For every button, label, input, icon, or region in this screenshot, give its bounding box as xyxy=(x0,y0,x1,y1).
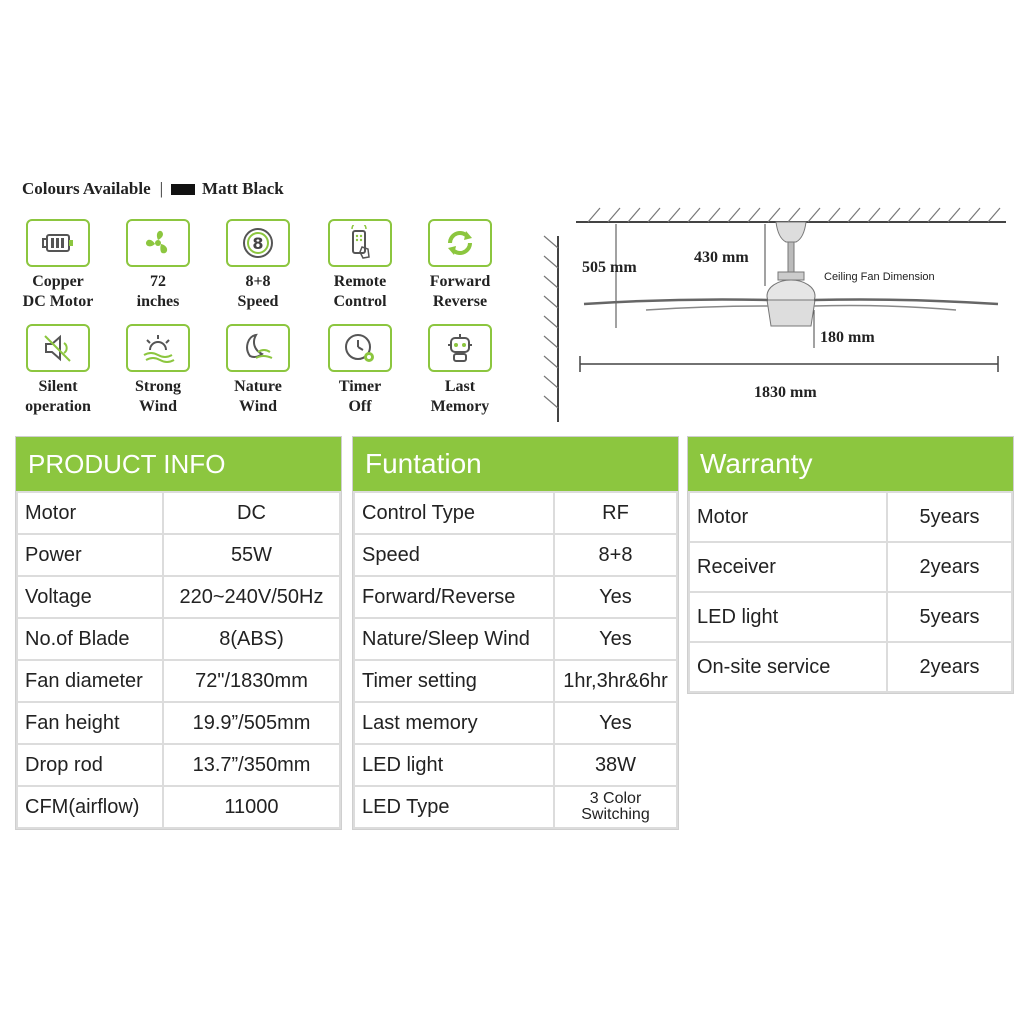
table-row xyxy=(689,592,1012,642)
spec-key: Forward/Reverse xyxy=(354,576,554,618)
warranty-panel xyxy=(687,436,1014,694)
spec-key: LED light xyxy=(354,744,554,786)
table-row xyxy=(17,786,340,828)
fan-icon xyxy=(126,219,190,267)
feature-line1: 72 xyxy=(150,273,166,290)
spec-value: 220~240V/50Hz xyxy=(163,576,340,618)
sun-wind-icon xyxy=(126,324,190,372)
warranty-key: Motor xyxy=(689,492,887,542)
feature-line2: Wind xyxy=(239,398,277,415)
warranty-key: LED light xyxy=(689,592,887,642)
rod-length-label: 430 mm xyxy=(694,249,749,266)
warranty-key: On-site service xyxy=(689,642,887,692)
feature-line2: operation xyxy=(25,398,91,415)
feature-silent-operation xyxy=(8,324,108,417)
table-row xyxy=(354,492,677,534)
spec-value: 8(ABS) xyxy=(163,618,340,660)
blade-height-label: 180 mm xyxy=(820,329,875,346)
height-total-label: 505 mm xyxy=(582,259,637,276)
spec-value: Yes xyxy=(554,576,677,618)
table-row xyxy=(17,618,340,660)
feature-line2: Control xyxy=(333,293,387,310)
muted-speaker-icon xyxy=(26,324,90,372)
color-swatch xyxy=(171,184,195,195)
product-info-table xyxy=(16,491,341,829)
robot-memory-icon xyxy=(428,324,492,372)
feature-line1: Timer xyxy=(338,378,382,395)
diagram-title: Ceiling Fan Dimension xyxy=(824,271,935,283)
feature-line1: 8+8 xyxy=(245,273,271,290)
spec-value: Yes xyxy=(554,702,677,744)
table-row xyxy=(354,744,677,786)
spec-key: No.of Blade xyxy=(17,618,163,660)
remote-hand-icon xyxy=(328,219,392,267)
table-row xyxy=(17,744,340,786)
colours-label: Colours Available xyxy=(22,179,151,198)
feature-line2: Off xyxy=(348,398,372,415)
spec-value: DC xyxy=(163,492,340,534)
colours-available xyxy=(22,178,284,200)
table-row xyxy=(689,542,1012,592)
table-row xyxy=(17,534,340,576)
product-info-title: PRODUCT INFO xyxy=(16,437,341,491)
feature-last-memory xyxy=(410,324,510,417)
colours-separator: | xyxy=(159,179,164,198)
table-row xyxy=(354,534,677,576)
feature-line1: Copper xyxy=(32,273,84,290)
feature-line2: Reverse xyxy=(432,293,488,310)
battery-motor-icon xyxy=(26,219,90,267)
table-row xyxy=(17,702,340,744)
spec-key: Motor xyxy=(17,492,163,534)
feature-8-8-speed xyxy=(208,219,308,312)
spec-value: 72"/1830mm xyxy=(163,660,340,702)
funtation-title: Funtation xyxy=(353,437,678,491)
feature-line2: Speed xyxy=(237,293,279,310)
table-row xyxy=(354,618,677,660)
feature-line1: Forward xyxy=(429,273,491,290)
warranty-title: Warranty xyxy=(688,437,1013,491)
feature-nature-wind xyxy=(208,324,308,417)
feature-strong-wind xyxy=(108,324,208,417)
feature-line2: DC Motor xyxy=(22,293,94,310)
feature-line1: Strong xyxy=(135,378,181,395)
feature-timer-off xyxy=(310,324,410,417)
spec-key: Nature/Sleep Wind xyxy=(354,618,554,660)
led-type-line1: 3 Color xyxy=(589,790,642,807)
spec-value: Yes xyxy=(554,618,677,660)
spec-key: Control Type xyxy=(354,492,554,534)
feature-line2: inches xyxy=(136,293,180,310)
colour-value: Matt Black xyxy=(202,179,284,198)
table-row xyxy=(689,492,1012,542)
spec-value xyxy=(554,786,677,828)
spec-value: 38W xyxy=(554,744,677,786)
warranty-value: 2years xyxy=(887,642,1012,692)
spec-value: RF xyxy=(554,492,677,534)
spec-key: Speed xyxy=(354,534,554,576)
feature-line2: Wind xyxy=(139,398,177,415)
table-row xyxy=(354,786,677,828)
table-row xyxy=(354,702,677,744)
spec-value: 55W xyxy=(163,534,340,576)
feature-line1: Remote xyxy=(333,273,387,290)
feature-remote-control xyxy=(310,219,410,312)
rotate-arrows-icon xyxy=(428,219,492,267)
feature-72-inches xyxy=(108,219,208,312)
spec-value: 13.7”/350mm xyxy=(163,744,340,786)
spec-value: 1hr,3hr&6hr xyxy=(554,660,677,702)
speed-8-icon xyxy=(226,219,290,267)
leaf-wave-icon xyxy=(226,324,290,372)
led-type-line2: Switching xyxy=(581,806,650,823)
svg-text:8: 8 xyxy=(252,234,264,253)
feature-forward-reverse xyxy=(410,219,510,312)
table-row xyxy=(354,576,677,618)
spec-key: Voltage xyxy=(17,576,163,618)
table-row xyxy=(689,642,1012,692)
feature-line1: Last xyxy=(444,378,476,395)
warranty-value: 2years xyxy=(887,542,1012,592)
spec-value: 19.9”/505mm xyxy=(163,702,340,744)
funtation-panel xyxy=(352,436,679,830)
table-row xyxy=(17,492,340,534)
spec-value: 11000 xyxy=(163,786,340,828)
feature-line1: Silent xyxy=(38,378,78,395)
spec-key: LED Type xyxy=(354,786,554,828)
table-row xyxy=(354,660,677,702)
warranty-key: Receiver xyxy=(689,542,887,592)
spec-key: Last memory xyxy=(354,702,554,744)
spec-key: Fan height xyxy=(17,702,163,744)
table-row xyxy=(17,660,340,702)
spec-key: Timer setting xyxy=(354,660,554,702)
feature-line1: Nature xyxy=(234,378,282,395)
feature-line2: Memory xyxy=(430,398,490,415)
feature-copper-dc-motor xyxy=(8,219,108,312)
funtation-table xyxy=(353,491,678,829)
spec-key: Drop rod xyxy=(17,744,163,786)
warranty-value: 5years xyxy=(887,592,1012,642)
product-info-panel xyxy=(15,436,342,830)
spec-key: CFM(airflow) xyxy=(17,786,163,828)
spec-value: 8+8 xyxy=(554,534,677,576)
warranty-table xyxy=(688,491,1013,693)
diameter-label: 1830 mm xyxy=(754,384,817,401)
spec-key: Power xyxy=(17,534,163,576)
clock-gear-icon xyxy=(328,324,392,372)
fan-dimension-diagram xyxy=(536,200,1016,426)
warranty-value: 5years xyxy=(887,492,1012,542)
spec-key: Fan diameter xyxy=(17,660,163,702)
table-row xyxy=(17,576,340,618)
